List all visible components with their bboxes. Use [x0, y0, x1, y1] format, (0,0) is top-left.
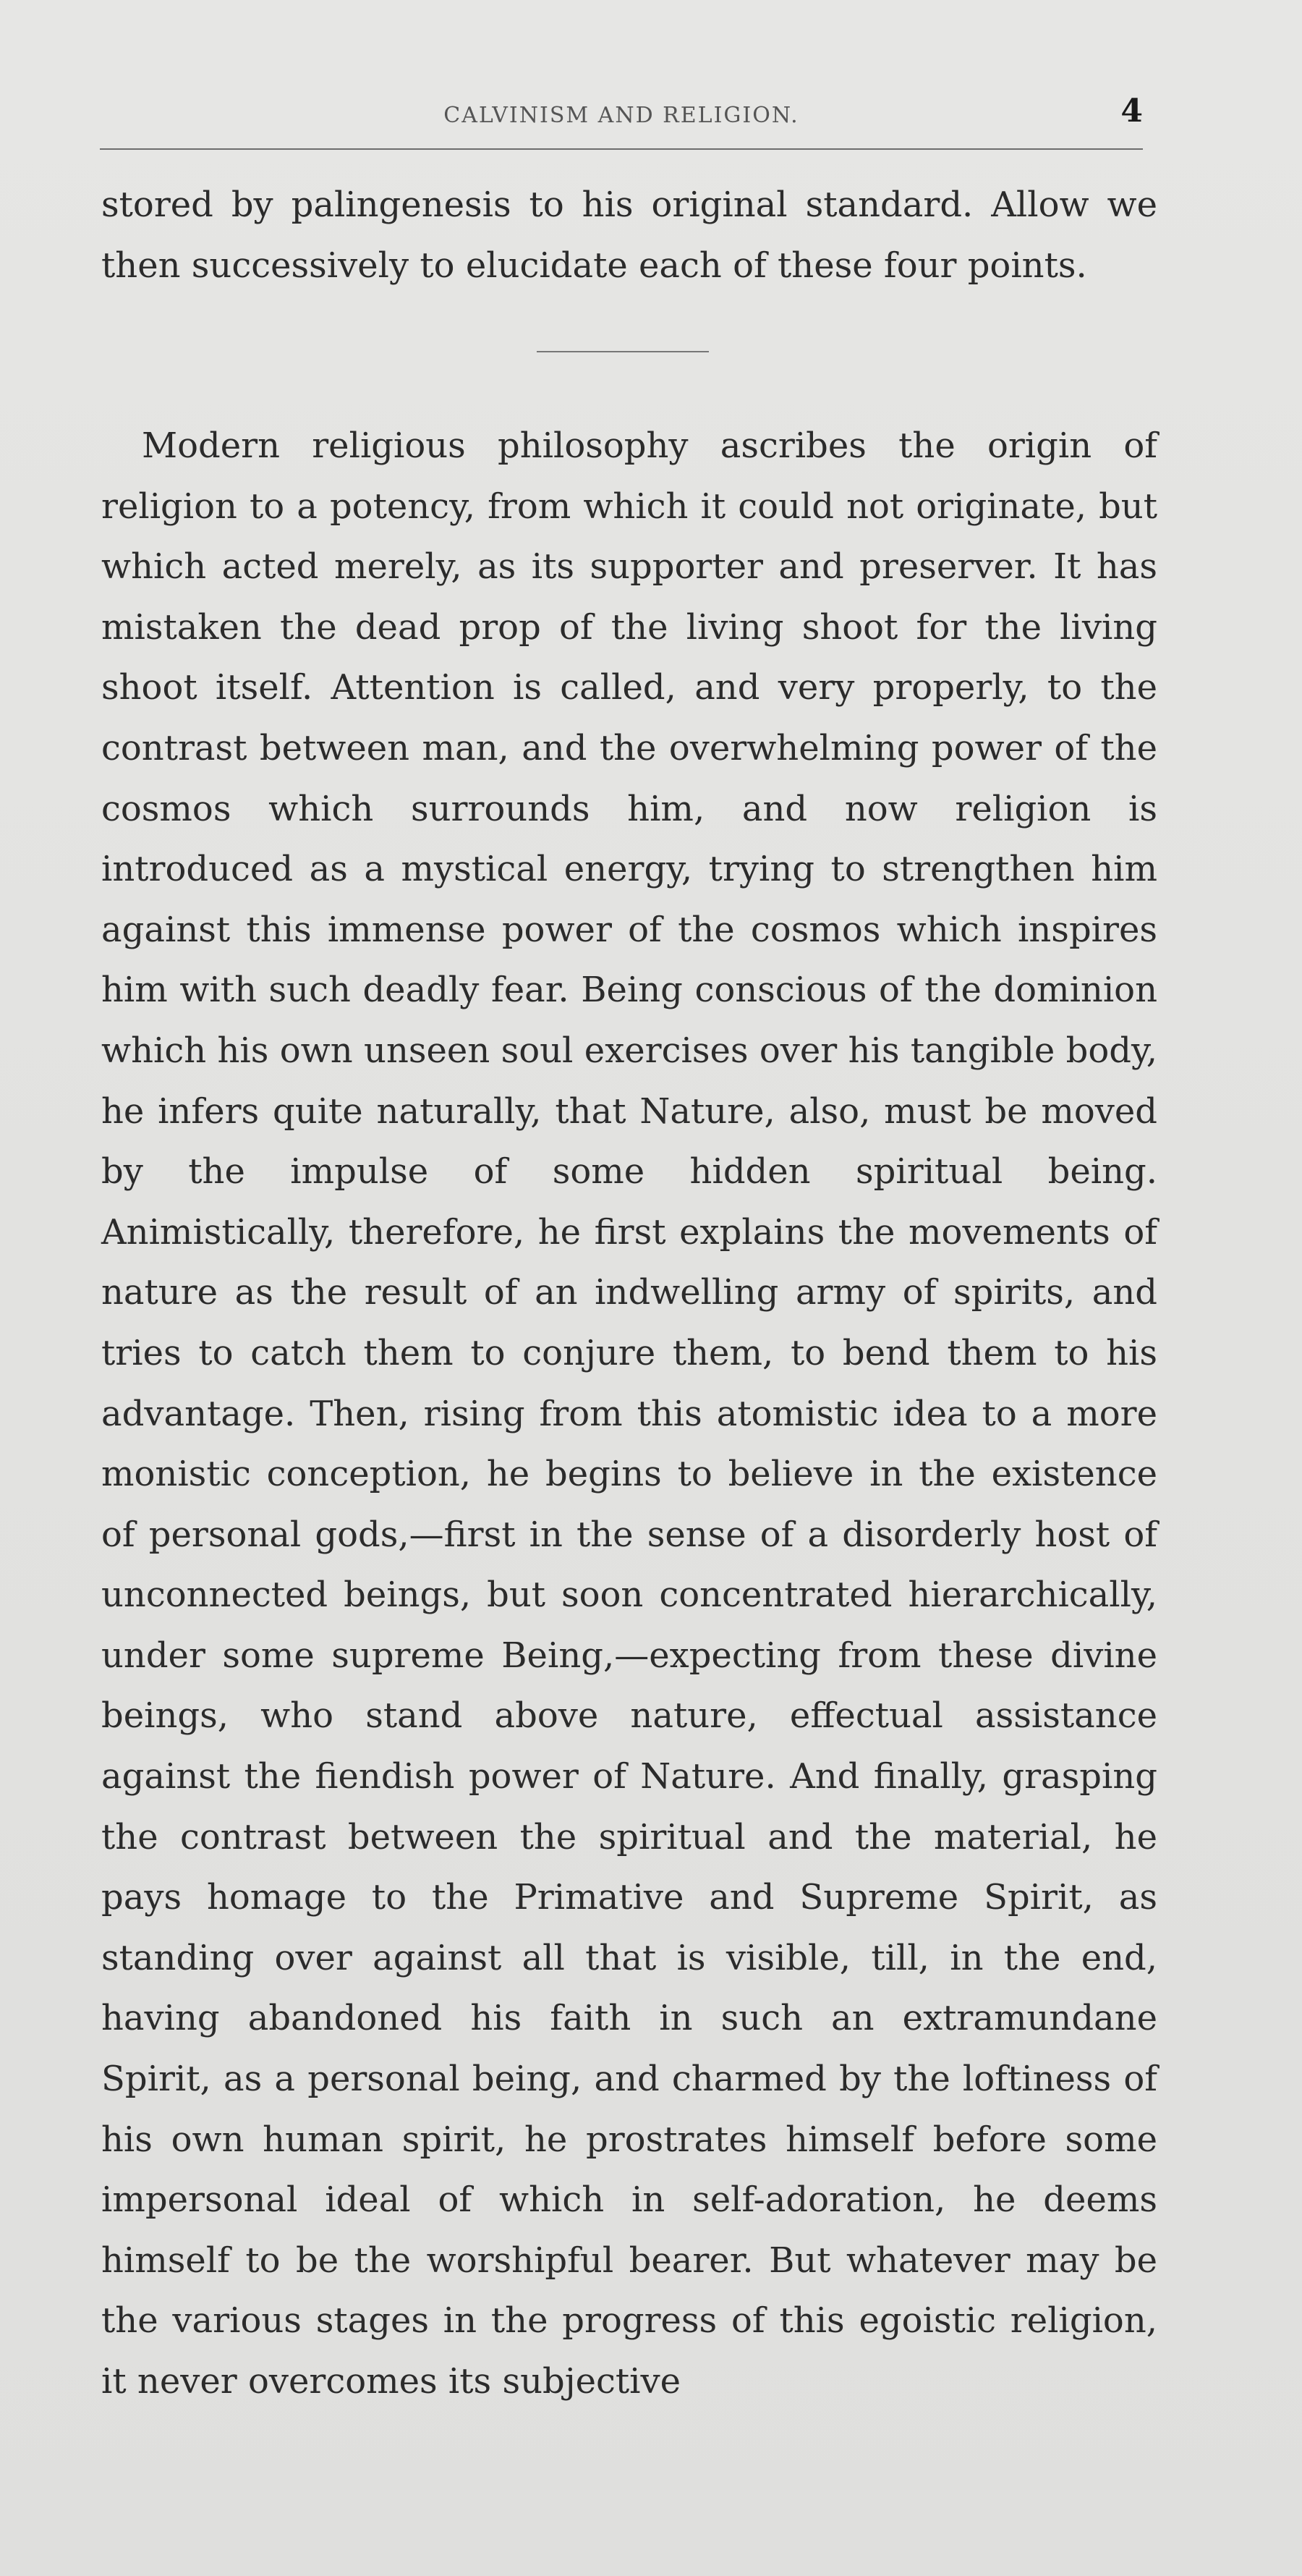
body-paragraph: Modern religious philosophy ascribes the origin of religion to a potency, from which it could not originate, but which acted merely, as its supporter and preserver. It has mistaken the dead prop of the living shoot for the living shoot itself. Attention is called, and very properly, to the contrast between man, and the overwhelming power of the cosmos which surrounds him, and now religion is introduced as a mystical energy, trying to strengthen him against this immense power of the cosmos which inspires him with such deadly fear. Being conscious of the dominion which his own unseen soul exercises over his tangible body, he infers quite naturally, that Nature, also, must be moved by the impulse of some hidden spiritual being. Animistically, therefore, he first explains the movements of nature as the result of an indwelling army of spirits, and tries to catch them to conjure them, to bend them to his advantage. Then, rising from this atomistic idea to a more monistic conception, he begins to believe in the existence of personal gods,—first in the sense of a disorderly host of unconnected beings, but soon concentrated hierarchically, under some supreme Being,—expecting from these divine beings, who stand above nature, effectual assistance against the fiendish power of Nature. And finally, grasping the contrast between the spiritual and the material, he pays homage to the Primative and Supreme Spirit, as standing over against all that is visible, till, in the end, having abandoned his faith in such an extramundane Spirit, as a personal being, and charmed by the loftiness of his own human spirit, he prostrates himself before some impersonal ideal of which in self-adoration, he deems himself to be the worshipful bearer. But whatever may be the various stages in the progress of this egoistic religion, it never overcomes its subjective: [101, 425, 1157, 2402]
header-rule: [100, 148, 1143, 150]
section-divider: [537, 351, 709, 352]
page-header: [100, 93, 1143, 136]
page-number: 4: [1120, 93, 1143, 130]
running-head: CALVINISM AND RELIGION.: [443, 103, 799, 128]
continuation-paragraph: stored by palingenesis to his original standard. Allow we then successively to elucidate each of these four points.: [101, 185, 1157, 286]
